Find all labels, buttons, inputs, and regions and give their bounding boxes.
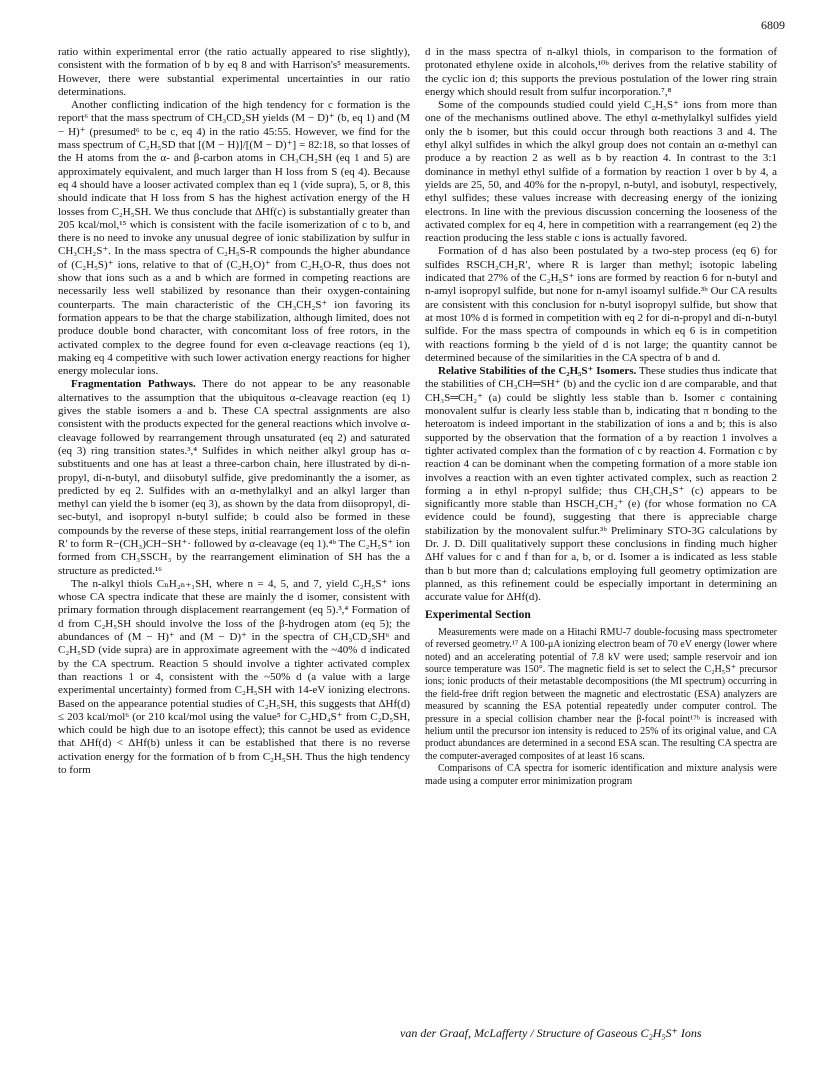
paragraph: Relative Stabilities of the C₂H₅S⁺ Isomers. These studies thus indicate that the stabilities of CH₃CH═SH⁺ (b) and the cyclic ion d are comparable, and that CH₃S═CH₂⁺ (a) could be slightly less stable than b. Isomer c containing monovalent sulfur is clearly less stable than b, indicating that π bonding to the heteroatom is indeed important in the stabilization of ions a and b; this is also supported by the observation that the formation of a by reaction 1 involves a tighter activated complex than the formation of c by reaction 4. Formation c by reaction 4 can be dominant when the competing formation of a more stable ion involves a reaction with an even tighter activated complex, such as reaction 2 forming a in ethyl n-propyl sulfide; thus CH₃CH₂S⁺ (c) appears to be significantly more stable than HSCH₂CH₂⁺ (e) (for whose formation no CA evidence could be found), suggesting that there is appreciable charge stabilization by the monovalent sulfur.³ᵇ Preliminary STO-3G calculations by Dr. J. D. Dill qualitatively support these conclusions in finding much higher ΔHf values for c and f than for a, b, or d. Isomer a is indicated as less stable than b but more than d; calculations employing full geometry optimization are planned, as this refinement could be especially important in determining an accurate value for ΔHf(d).	[425, 365, 777, 604]
paragraph-heading: Relative Stabilities of the C₂H₅S⁺ Isomers.	[438, 365, 637, 378]
section-heading: Experimental Section	[425, 609, 531, 622]
paragraph: Measurements were made on a Hitachi RMU-7 double-focusing mass spectrometer of reversed geometry.¹⁷ A 100-μA ionizing electron beam of 70 eV energy (lower where noted) and an accelerating potential of 7.8 kV were used; sample reservoir and ion source temperature was 150°. The magnetic field is set to select the C₂H₅S⁺ precursor ions; ionic products of their metastable decompositions (the MI spectrum) occurring in the field-free drift region between the magnetic and electrostatic (ESA) analyzers are measured by scanning the ESA potential repeatedly under computer control. The pressure in a special collision chamber near the β-focal point¹⁷ᵇ is increased with helium until the precursor ion intensity is reduced to 25% of its original value, and CA product abundances are determined in a second ESA scan. The resulting CA spectra are the computer-averaged composites of at least 16 scans.	[425, 626, 777, 762]
paragraph: Another conflicting indication of the high tendency for c formation is the report⁶ that the mass spectrum of CH₃CD₂SH yields (M − D)⁺ (b, eq 1) and (M − H)⁺ (presumed⁶ to be c, eq 4) in the ratio 45:55. However, we find for the mass spectrum of C₂H₅SD that [(M − H)]/[(M − D)⁺] = 82:18, so that losses of the H atoms from the α- and β-carbon atoms in CH₃CH₂SH (eq 1 and 5) are approximately equivalent, and much larger than H loss from S (eq 4). Because eq 4 should have a looser activated complex than eq 1 (vide supra), 5, or 8, this should indicate that H loss from S has the highest activation energy of the H losses from C₂H₅SH. We thus conclude that ΔHf(c) is substantially greater than 205 kcal/mol,¹⁵ which is consistent with the facile isomerization of c to b, and there is no need to invoke any unusual degree of ionic stabilization by sulfur in CH₃CH₂S⁺. In the mass spectra of C₂H₅S-R compounds the higher abundance of (C₂H₅S)⁺ ions, relative to that of (C₂H₅O)⁺ from C₂H₅O-R, thus does not show that ions such as a and b which are formed in competing reactions are necessarily less well stabilized by resonance than their oxygen-containing counterparts. The main characteristic of the CH₃CH₂S⁺ ion favoring its formation appears to be that the charge stabilization, although limited, does not produce double bond character, with concomitant loss of free rotors, in the activated complex to the degree found for even α-cleavage reactions (eq 1), making eq 4 competitive with such lower activation energy reactions for higher energy molecular ions.	[58, 99, 410, 378]
paragraph: Some of the compounds studied could yield C₂H₅S⁺ ions from more than one of the mechanisms outlined above. The ethyl α-methylalkyl sulfides yield only the b isomer, but this could occur through both reactions 3 and 4. The ethyl alkyl sulfides in which the alkyl group does not contain an α-methyl can produce a by reaction 2 as well as b by reaction 4. In contrast to the 3:1 dominance in methyl ethyl sulfide of a formation by reaction 1 over b by 4, a yields are 25, 50, and 40% for the n-propyl, n-butyl, and isobutyl, respectively, ethyl sulfides; these values increase with decreasing energy of the ionizing electrons. In line with the previous discussion concerning the looseness of the activated complex for eq 4, here in competition with a rearrangement (eq 2) the reaction producing the less stable c ions is actually favored.	[425, 99, 777, 245]
paragraph: Fragmentation Pathways. There do not appear to be any reasonable alternatives to the assumption that the ubiquitous α-cleavage reaction (eq 1) gives the stable isomers a and b. These CA spectral assignments are also consistent with the products expected for the general reactions which involve α-cleavage followed by rearrangement through unsaturated (eq 2) and saturated (eq 3) ring transition states.³,⁴ Sulfides in which neither alkyl group has α-substituents and one has at least a three-carbon chain, here illustrated by di-n-propyl, di-n-butyl, and diisobutyl sulfide, give predominantly the a isomer, as predicted by eq 2. Sulfides with an α-methylalkyl and an alkyl larger than methyl can yield the b isomer (eq 3), as shown by the data from diisopropyl, di-sec-butyl, and isopropyl n-butyl sulfide; b could also be formed in these compounds by the reverse of these steps, initial rearrangement loss of the olefin R′ to form R−(CH₃)CH−SH⁺· followed by α-cleavage (eq 1).⁴ᵇ The C₂H₅S⁺ ion formed from CH₃SSCH₃ by the rearrangement elimination of SH has the a structure as predicted.¹⁶	[58, 378, 410, 577]
paragraph: Formation of d has also been postulated by a two-step process (eq 6) for sulfides RSCH₂CH₂R′, where R is larger than methyl; isotopic labeling indicated that 27% of the C₂H₅S⁺ ions are formed by reaction 6 for n-butyl and n-amyl isopropyl sulfide, but none for n-amyl isoamyl sulfide.³ᵇ Our CA results are consistent with this conclusion for n-butyl isopropyl sulfide, but show that at most 10% d is formed in competition with eq 2 for di-n-propyl and di-n-butyl sulfide. For the mass spectra of compounds in which eq 6 is in competition with reactions forming b the yield of d is not large; the quantity cannot be determined because of the similarities in the CA spectra of b and d.	[425, 245, 777, 364]
paragraph: ratio within experimental error (the ratio actually appeared to rise slightly), consistent with the formation of b by eq 8 and with Harrison's⁵ measurements. However, there were substantial experimental uncertainties in our ratio determinations.	[58, 46, 410, 98]
paragraph: d in the mass spectra of n-alkyl thiols, in comparison to the formation of protonated ethylene oxide in alcohols,¹⁰ᵇ derives from the relative stability of the cyclic ion d; this supports the previous postulation of the lower ring strain energy which should result from sulfur incorporation.⁷,⁸	[425, 46, 777, 98]
paragraph-heading: Fragmentation Pathways.	[71, 378, 196, 391]
right-column	[425, 46, 777, 788]
running-footer: van der Graaf, McLafferty / Structure of Gaseous C₂H₅S⁺ Ions	[400, 1026, 702, 1040]
left-column	[58, 46, 410, 777]
paragraph: Comparisons of CA spectra for isomeric identification and mixture analysis were made using a computer error minimization program	[425, 763, 777, 787]
page-number: 6809	[761, 18, 785, 32]
paragraph: The n-alkyl thiols CₙH₂ₙ₊₁SH, where n = 4, 5, and 7, yield C₂H₅S⁺ ions whose CA spectra indicate that these are mainly the d isomer, consistent with primary formation through displacement rearrangement (eq 5).³,⁴ Formation of d from C₂H₅SH should involve the loss of the β-hydrogen atom (eq 5); the abundances of (M − H)⁺ and (M − D)⁺ in the spectra of CH₃CD₂SH⁶ and C₂H₅SD (vide supra) are in approximate agreement with the ~40% d indicated by the CA spectrum. Reaction 5 should involve a tighter activated complex than reactions 1 or 4, consistent with the ~50% d (a value with a large experimental uncertainty) formed from C₂H₅SH with 14-eV ionizing electrons. Based on the appearance potential studies of C₂H₅SH, this suggests that ΔHf(d) ≤ 203 kcal/mol⁶ (or 210 kcal/mol using the value⁵ for C₂HD₄S⁺ from C₂D₅SH, which could be high due to an isotope effect); this cannot be used as evidence that ΔHf(d) < ΔHf(b) unless it can be established that there is no reverse activation energy for the formation of b from C₂H₅SH. Thus the high tendency to form	[58, 577, 410, 777]
